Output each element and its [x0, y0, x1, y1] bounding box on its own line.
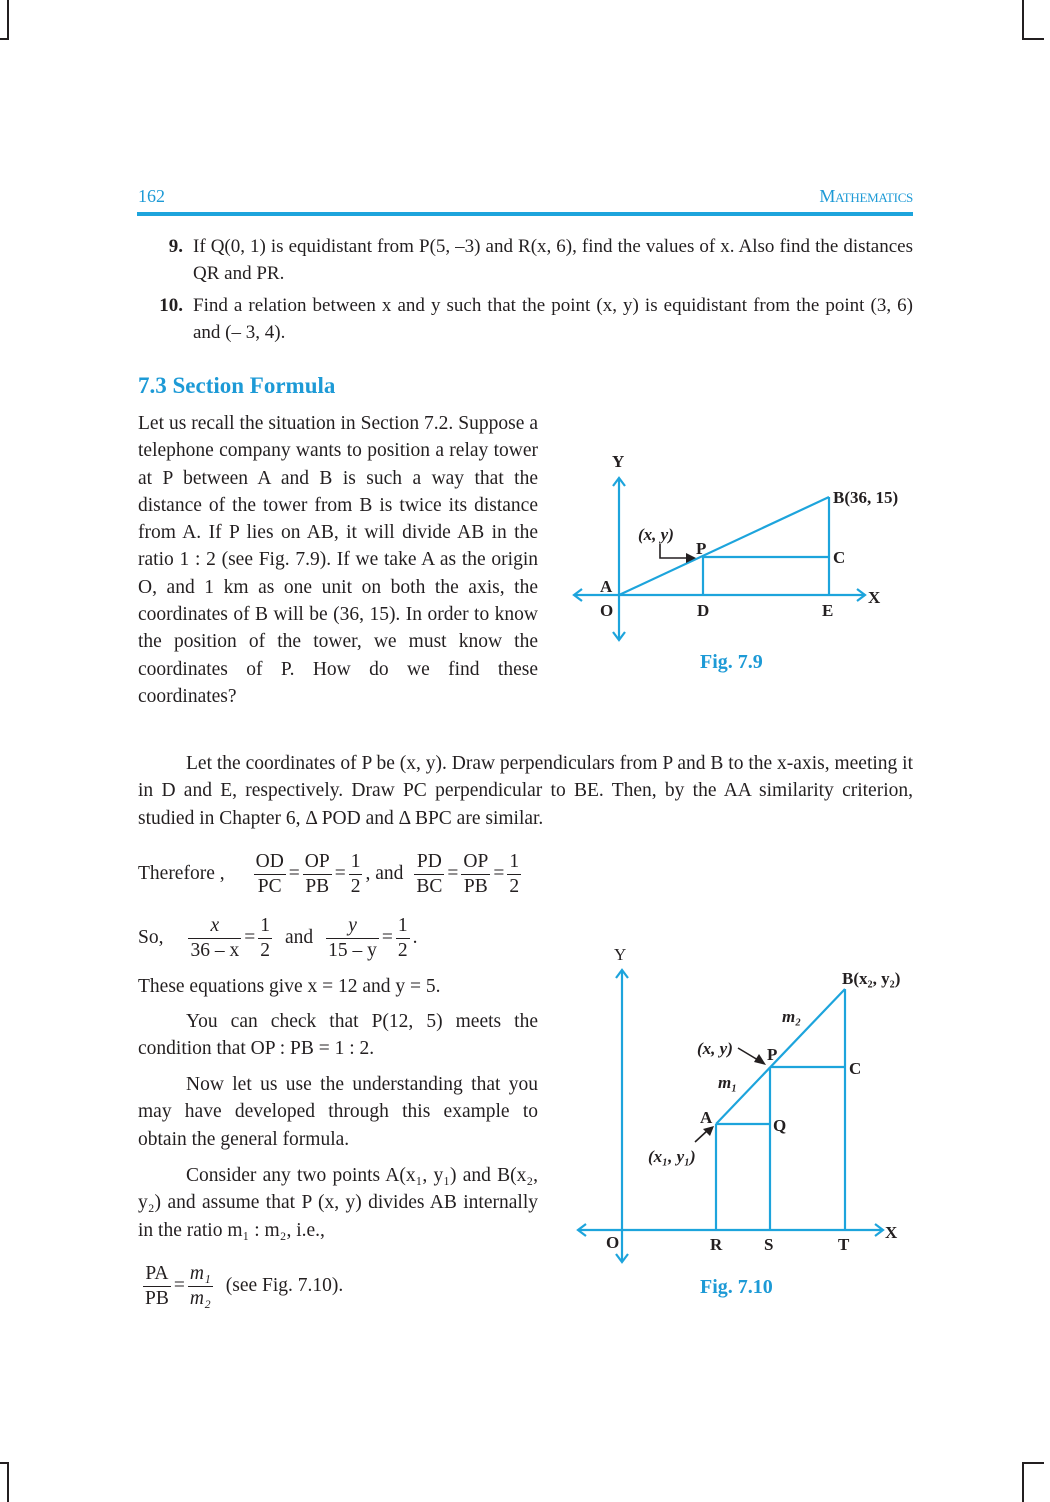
fig710-caption: Fig. 7.10 — [700, 1276, 773, 1298]
fig710-label-a: A — [700, 1108, 713, 1127]
fig710-label-o: O — [606, 1233, 620, 1252]
fraction: $\frac{1}{2}$ — [397, 914, 408, 961]
fraction: $\frac{OP}{PB}$ — [463, 850, 489, 897]
fig79-label-o: O — [600, 601, 614, 620]
fraction: $\frac{x}{36 - x}$ — [190, 914, 240, 961]
fig79-label-a: A — [600, 577, 613, 596]
fraction: $\frac{1}{2}$ — [350, 850, 361, 897]
fig79-label-b: B(36, 15) — [833, 488, 899, 507]
fig710-label-m1: m₁ — [718, 1073, 738, 1092]
fig79-label-y: Y — [612, 452, 625, 471]
fig710-label-p-coord: (x, y) — [697, 1039, 733, 1058]
fig710-label-a-coord: (x₁, y₁) — [648, 1147, 696, 1166]
exercise-number: 9. — [168, 236, 183, 257]
fig710-label-y: Y — [614, 945, 627, 964]
fig79-label-x: X — [868, 588, 881, 607]
exercise-9 — [0, 233, 1050, 289]
crop-mark-bottom-left — [0, 1462, 9, 1502]
so-equation: So, $\frac{x}{36 - x}$ = $\frac{1}{2}$ and $\frac{y}{15 - y}$ = $\frac{1}{2}$ . — [138, 914, 418, 961]
fig710-label-p: P — [767, 1045, 778, 1064]
fig79-label-c: C — [833, 548, 846, 567]
fig710-label-r: R — [710, 1235, 723, 1254]
fig79-label-d: D — [697, 601, 710, 620]
crop-mark-top-right — [1022, 0, 1044, 40]
section-title: 7.3 Section Formula — [138, 373, 336, 398]
therefore-equation: Therefore , $\frac{OD}{PC}$ = $\frac{OP}{PB}$ = $\frac{1}{2}$ , and $\frac{PD}{BC}$ = $\frac{OP}{PB}$ = $\frac{1}{2}$ — [138, 850, 520, 897]
similarity-paragraph: Let the coordinates of P be (x, y). Draw perpendiculars from P and B to the x-axis, meeting it in D and E, respectively. Draw PC perpendicular to BE. Then, by the AA similarity criterion, studied in Chapter 6, Δ POD and Δ BPC are similar. — [138, 753, 913, 829]
fraction: $\frac{1}{2}$ — [509, 850, 520, 897]
fig710-label-t: T — [838, 1235, 850, 1254]
header-rule — [137, 212, 913, 216]
consider-paragraph: Consider any two points A(x₁, y₁) and B(x₂, y₂) and assume that P (x, y) divides AB internally in the ratio m₁ : m₂, i.e., — [138, 1165, 538, 1241]
fig710-label-s: S — [764, 1235, 774, 1254]
check-paragraph: You can check that P(12, 5) meets the condition that OP : PB = 1 : 2. — [138, 1011, 538, 1060]
fraction: $\frac{\text{m₁}}{\text{m₂}}$ — [189, 1262, 211, 1309]
fraction: $\frac{PD}{BC}$ — [416, 850, 443, 897]
exercise-text: If Q(0, 1) is equidistant from P(5, –3) and R(x, 6), find the values of x. Also find the distances QR and PR. — [193, 236, 913, 284]
figure-7-10 — [560, 940, 930, 1280]
fraction: $\frac{OD}{PC}$ — [255, 850, 284, 897]
result-line: These equations give x = 12 and y = 5. — [138, 976, 441, 997]
fraction: $\frac{1}{2}$ — [260, 914, 270, 961]
fraction: $\frac{PA}{PB}$ — [145, 1262, 169, 1309]
fig79-label-e: E — [822, 601, 834, 620]
exercise-text: Find a relation between x and y such that the point (x, y) is equidistant from the point (3, 6) and (– 3, 4). — [193, 295, 913, 343]
fraction: $\frac{y}{15 - y}$ — [328, 914, 377, 961]
crop-mark-bottom-right — [1022, 1462, 1044, 1502]
page-number: 162 — [138, 186, 165, 206]
general-paragraph: Now let us use the understanding that you may have developed through this example to obtain the general formula. — [138, 1074, 538, 1150]
exercise-number: 10. — [159, 295, 183, 316]
ratio-equation: $\frac{PA}{PB}$ = $\frac{\text{m₁}}{\text{m₂}}$ (see Fig. 7.10). — [145, 1262, 344, 1309]
running-title: Mathematics — [819, 186, 913, 206]
fig710-label-c: C — [849, 1059, 862, 1078]
exercise-10 — [0, 292, 1050, 348]
fig79-label-xy: (x, y) — [638, 525, 674, 544]
therefore-label: Therefore , — [138, 863, 225, 884]
fig710-label-q: Q — [773, 1116, 787, 1135]
crop-mark-top-left — [0, 0, 9, 40]
fig710-label-m2: m₂ — [782, 1007, 802, 1026]
fig710-label-b: B(x₂, y₂) — [842, 969, 901, 988]
fraction: $\frac{OP}{PB}$ — [304, 850, 330, 897]
so-label: So, — [138, 927, 164, 948]
fig710-label-x: X — [885, 1223, 898, 1242]
fig79-label-p: P — [696, 539, 707, 558]
fig79-caption: Fig. 7.9 — [700, 651, 763, 673]
intro-paragraph: Let us recall the situation in Section 7.2. Suppose a telephone company wants to position a relay tower at P between A and B is such a way that the distance of the tower from B is twice its distance from A. If P lies on AB, it will divide AB in the ratio 1 : 2 (see Fig. 7.9). If we take A as the origin O, and 1 km as one unit on both the axis, the coordinates of B will be (36, 15). In order to know the position of the tower, we must know the coordinates of P. How do we find these coordinates? — [138, 413, 538, 707]
